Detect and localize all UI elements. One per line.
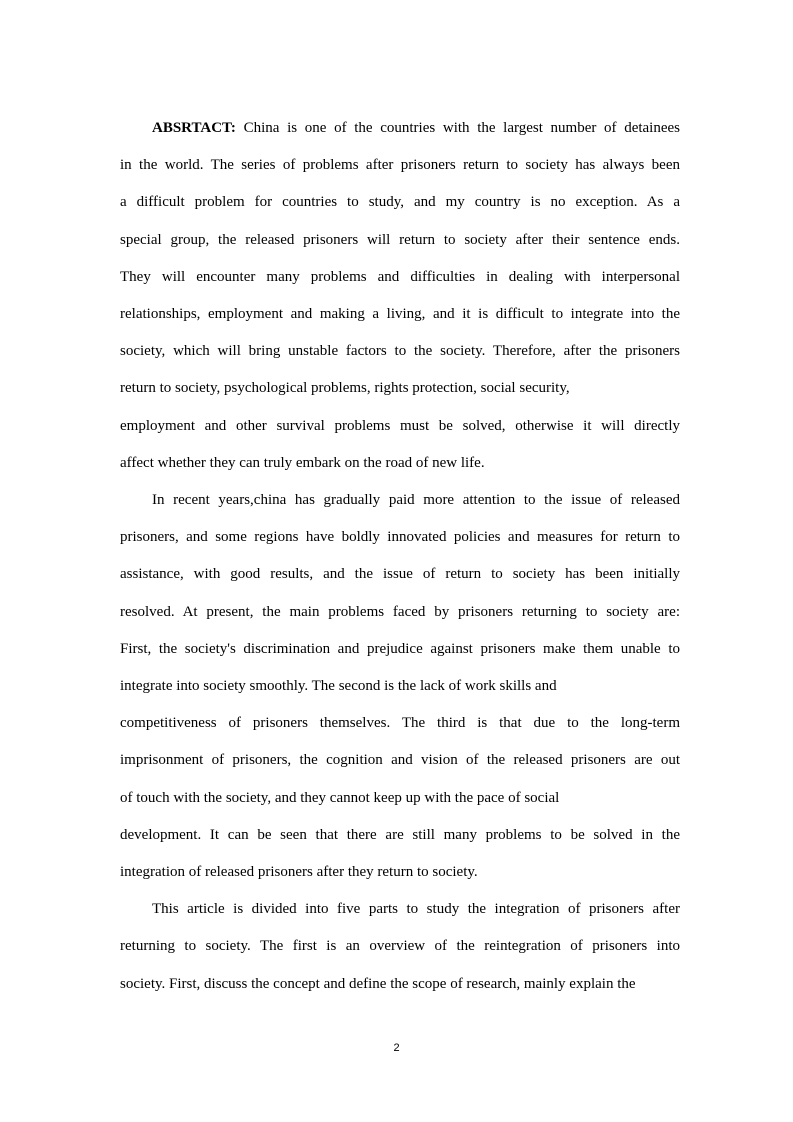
abstract-paragraph (120, 110, 680, 482)
text-line: returning to society. The first is an overview of the reintegration of prisoners into (120, 938, 680, 955)
text-line: employment and other survival problems must be solved, otherwise it will directly (120, 417, 680, 434)
text-line: assistance, with good results, and the issue of return to society has been initially (120, 566, 680, 583)
text-line: relationships, employment and making a living, and it is difficult to integrate into the (120, 306, 680, 323)
text-line: in the world. The series of problems after prisoners return to society has always been (120, 157, 680, 174)
page-body (120, 110, 680, 1003)
text-line: development. It can be seen that there are still many problems to be solved in the (120, 826, 680, 843)
text-line: integrate into society smoothly. The second is the lack of work skills and (120, 678, 557, 695)
text-line: a difficult problem for countries to study, and my country is no exception. As a (120, 194, 680, 211)
body-paragraph (120, 482, 680, 891)
body-paragraph (120, 891, 680, 1003)
text-line: society. First, discuss the concept and define the scope of research, mainly explain the (120, 975, 636, 992)
text-line: First, the society's discrimination and prejudice against prisoners make them unable to (120, 640, 680, 657)
text-line: competitiveness of prisoners themselves. The third is that due to the long-term (120, 715, 680, 732)
text-line: affect whether they can truly embark on the road of new life. (120, 454, 485, 471)
text-line: of touch with the society, and they cannot keep up with the pace of social (120, 789, 560, 806)
text-line: special group, the released prisoners will return to society after their sentence ends. (120, 231, 680, 248)
text-line: integration of released prisoners after they return to society. (120, 864, 478, 881)
text-line (120, 110, 680, 147)
text-line: resolved. At present, the main problems faced by prisoners returning to society are: (120, 603, 680, 620)
text-line: return to society, psychological problems, rights protection, social security, (120, 380, 570, 397)
text-line: society, which will bring unstable factors to the society. Therefore, after the prisoners (120, 343, 680, 360)
text-line: This article is divided into five parts to study the integration of prisoners after (152, 901, 680, 918)
text-line: prisoners, and some regions have boldly innovated policies and measures for return to (120, 529, 680, 546)
text-line: imprisonment of prisoners, the cognition and vision of the released prisoners are out (120, 752, 680, 769)
page-number: 2 (393, 1042, 400, 1054)
abstract-label: ABSRTACT: (152, 120, 236, 136)
text-line-content: China is one of the countries with the largest number of detainees (235, 120, 680, 136)
text-line: They will encounter many problems and difficulties in dealing with interpersonal (120, 268, 680, 285)
text-line: In recent years,china has gradually paid more attention to the issue of released (152, 492, 680, 509)
